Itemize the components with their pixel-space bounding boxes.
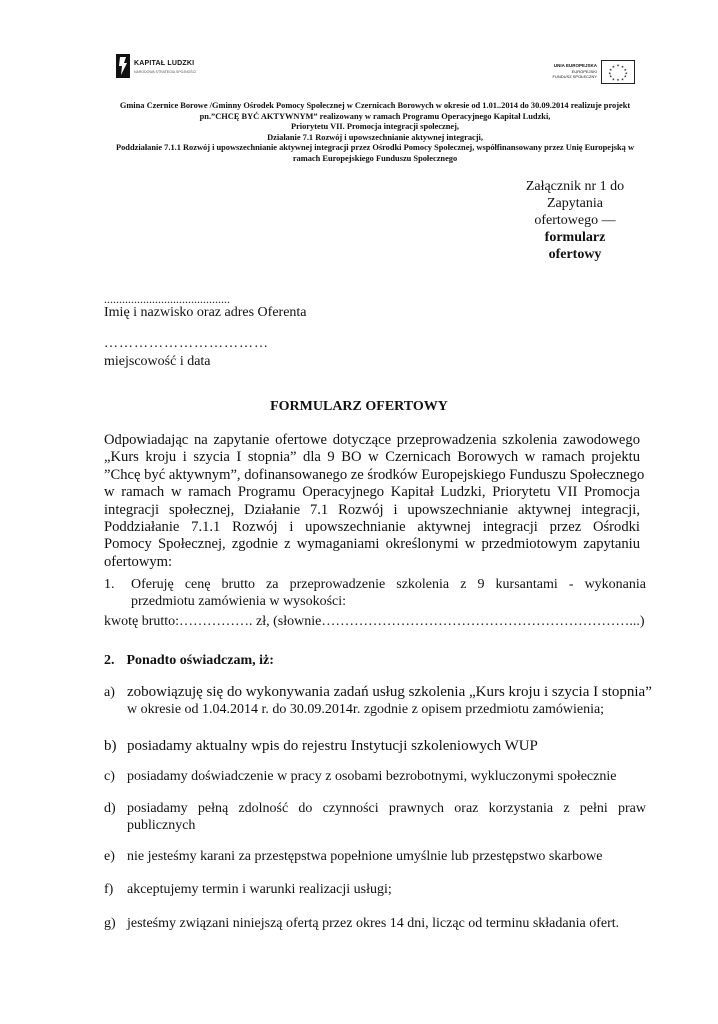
gross-amount-field: kwotę brutto:……………. zł, (słownie…………………………………………………………...) xyxy=(104,614,645,629)
eu-logo xyxy=(540,60,635,86)
declaration-line: akceptujemy termin i warunki realizacji usługi; xyxy=(127,882,392,897)
declaration-letter: e) xyxy=(104,849,115,864)
header-line: Poddziałanie 7.1.1 Rozwój i upowszechnianie aktywnej integracji przez Ośrodki Pomocy Społecznej, współfinansowany przez Unię Europejską w xyxy=(116,143,634,153)
declaration-line: zobowiązuję się do wykonywania zadań usług szkolenia „Kurs kroju i szycia I stopnia” xyxy=(127,684,652,700)
kapital-ludzki-text: KAPITAŁ LUDZKI xyxy=(134,60,195,67)
intro-line: Pomocy Społecznej, zgodnie z wymaganiami określonymi w przedmiotowym zapytaniu xyxy=(104,536,640,553)
svg-text:★: ★ xyxy=(608,71,612,76)
svg-text:★: ★ xyxy=(609,68,613,73)
declaration-line: posiadamy aktualny wpis do rejestru Instytucji szkoleniowych WUP xyxy=(127,738,538,754)
kapital-ludzki-logo xyxy=(116,54,206,80)
eu-text-line-3: FUNDUSZ SPOŁECZNY xyxy=(552,74,597,79)
point-2-text: Ponadto oświadczam, iż: xyxy=(126,653,274,668)
intro-line: Odpowiadając na zapytanie ofertowe dotyczące przeprowadzenia szkolenia zawodowego xyxy=(104,432,640,448)
intro-paragraph xyxy=(104,432,645,571)
declaration-letter: g) xyxy=(104,916,116,931)
kapital-ludzki-subtext: NARODOWA STRATEGIA SPÓJNOŚCI xyxy=(134,70,197,74)
item-1-line: przedmiotu zamówienia w wysokości: xyxy=(131,594,347,609)
header-line: ramach Europejskiego Funduszu Społecznego xyxy=(292,153,458,163)
offerer-fill-line: .......................................... xyxy=(104,292,230,306)
kapital-ludzki-mark-icon xyxy=(116,54,130,78)
declaration-line: posiadamy pełną zdolność do czynności prawnych oraz korzystania z pełni praw xyxy=(127,801,646,816)
declaration-letter: c) xyxy=(104,769,115,784)
intro-line: w ramach w ramach Programu Operacyjnego Kapitał Ludzki, Priorytetu VII Promocja xyxy=(104,484,640,501)
item-1-line: Oferuję cenę brutto za przeprowadzenie szkolenia z 9 kursantami - wykonania xyxy=(131,577,646,592)
svg-text:★: ★ xyxy=(616,78,620,83)
declaration-letter: b) xyxy=(104,738,117,754)
declaration-line: posiadamy doświadczenie w pracy z osobami bezrobotnymi, wykluczonymi społecznie xyxy=(127,769,617,784)
form-title: FORMULARZ OFERTOWY xyxy=(270,399,448,414)
svg-text:★: ★ xyxy=(623,68,627,73)
declaration-line: nie jesteśmy karani za przestępstwa popełnione umyślnie lub przestępstwo skarbowe xyxy=(127,849,603,864)
header-line: Priorytetu VII. Promocja integracji społecznej, xyxy=(290,122,460,132)
eu-text-line-1: UNIA EUROPEJSKA xyxy=(553,63,597,68)
intro-line: Poddziałanie 7.1.1 Rozwój i upowszechnianie aktywnej integracji przez Ośrodki xyxy=(104,519,640,536)
annex-label xyxy=(500,178,650,263)
declaration-line: publicznych xyxy=(127,818,196,833)
header-line: Działanie 7.1 Rozwój i upowszechnianie aktywnej integracji, xyxy=(267,132,483,142)
svg-text:★: ★ xyxy=(611,64,616,69)
header-line: Gmina Czernice Borowe /Gminny Ośrodek Pomocy Społecznej w Czernicach Borowych w okresie od 1.01..2014 do 30.09.2014 realizuje projekt xyxy=(119,101,631,110)
intro-line: ofertowym: xyxy=(104,553,173,570)
annex-line: ofertowego — xyxy=(534,213,616,228)
declaration-letter: a) xyxy=(104,685,115,700)
svg-text:★: ★ xyxy=(624,71,628,76)
annex-line: ofertowy xyxy=(548,247,602,262)
svg-text:★: ★ xyxy=(609,74,613,79)
declaration-letter: d) xyxy=(104,801,116,816)
item-number: 2. xyxy=(104,653,115,668)
eu-flag-icon xyxy=(601,60,635,84)
svg-text:★: ★ xyxy=(611,77,616,82)
point-2-heading xyxy=(104,653,274,669)
place-date-label: miejscowość i data xyxy=(104,354,211,369)
eu-text-line-2: EUROPEJSKI xyxy=(571,69,597,74)
svg-text:★: ★ xyxy=(620,64,625,69)
item-number: 1. xyxy=(104,577,115,592)
svg-text:★: ★ xyxy=(623,74,627,79)
intro-line: integracji społecznej, Działanie 7.1 Rozwój i upowszechnianie aktywnej integracji, xyxy=(104,501,640,518)
svg-text:★: ★ xyxy=(616,63,620,68)
svg-text:★: ★ xyxy=(620,77,625,82)
header-line: pn.”CHCĘ BYĆ AKTYWNYM” realizowany w ramach Programu Operacyjnego Kapitał Ludzki, xyxy=(199,111,551,121)
annex-line: Zapytania xyxy=(547,196,603,211)
declaration-line: jesteśmy związani niniejszą ofertą przez okres 14 dni, licząc od terminu składania ofert. xyxy=(127,916,620,931)
declaration-line: w okresie od 1.04.2014 r. do 30.09.2014r. zgodnie z opisem przedmiotu zamówienia; xyxy=(127,702,605,717)
annex-line: formularz xyxy=(544,230,606,245)
declaration-letter: f) xyxy=(104,882,114,897)
offerer-label: Imię i nazwisko oraz adres Oferenta xyxy=(104,305,307,320)
project-header xyxy=(95,101,655,165)
annex-line: Załącznik nr 1 do xyxy=(525,179,625,194)
place-fill-line: …………………………… xyxy=(104,336,269,351)
intro-line: ”Chcę być aktywnym”, dofinansowanego ze środków Europejskiego Funduszu Społecznego xyxy=(104,466,645,483)
intro-line: „Kurs kroju i szycia I stopnia” dla 9 BO w Czernicach Borowych w ramach projektu xyxy=(104,449,640,466)
